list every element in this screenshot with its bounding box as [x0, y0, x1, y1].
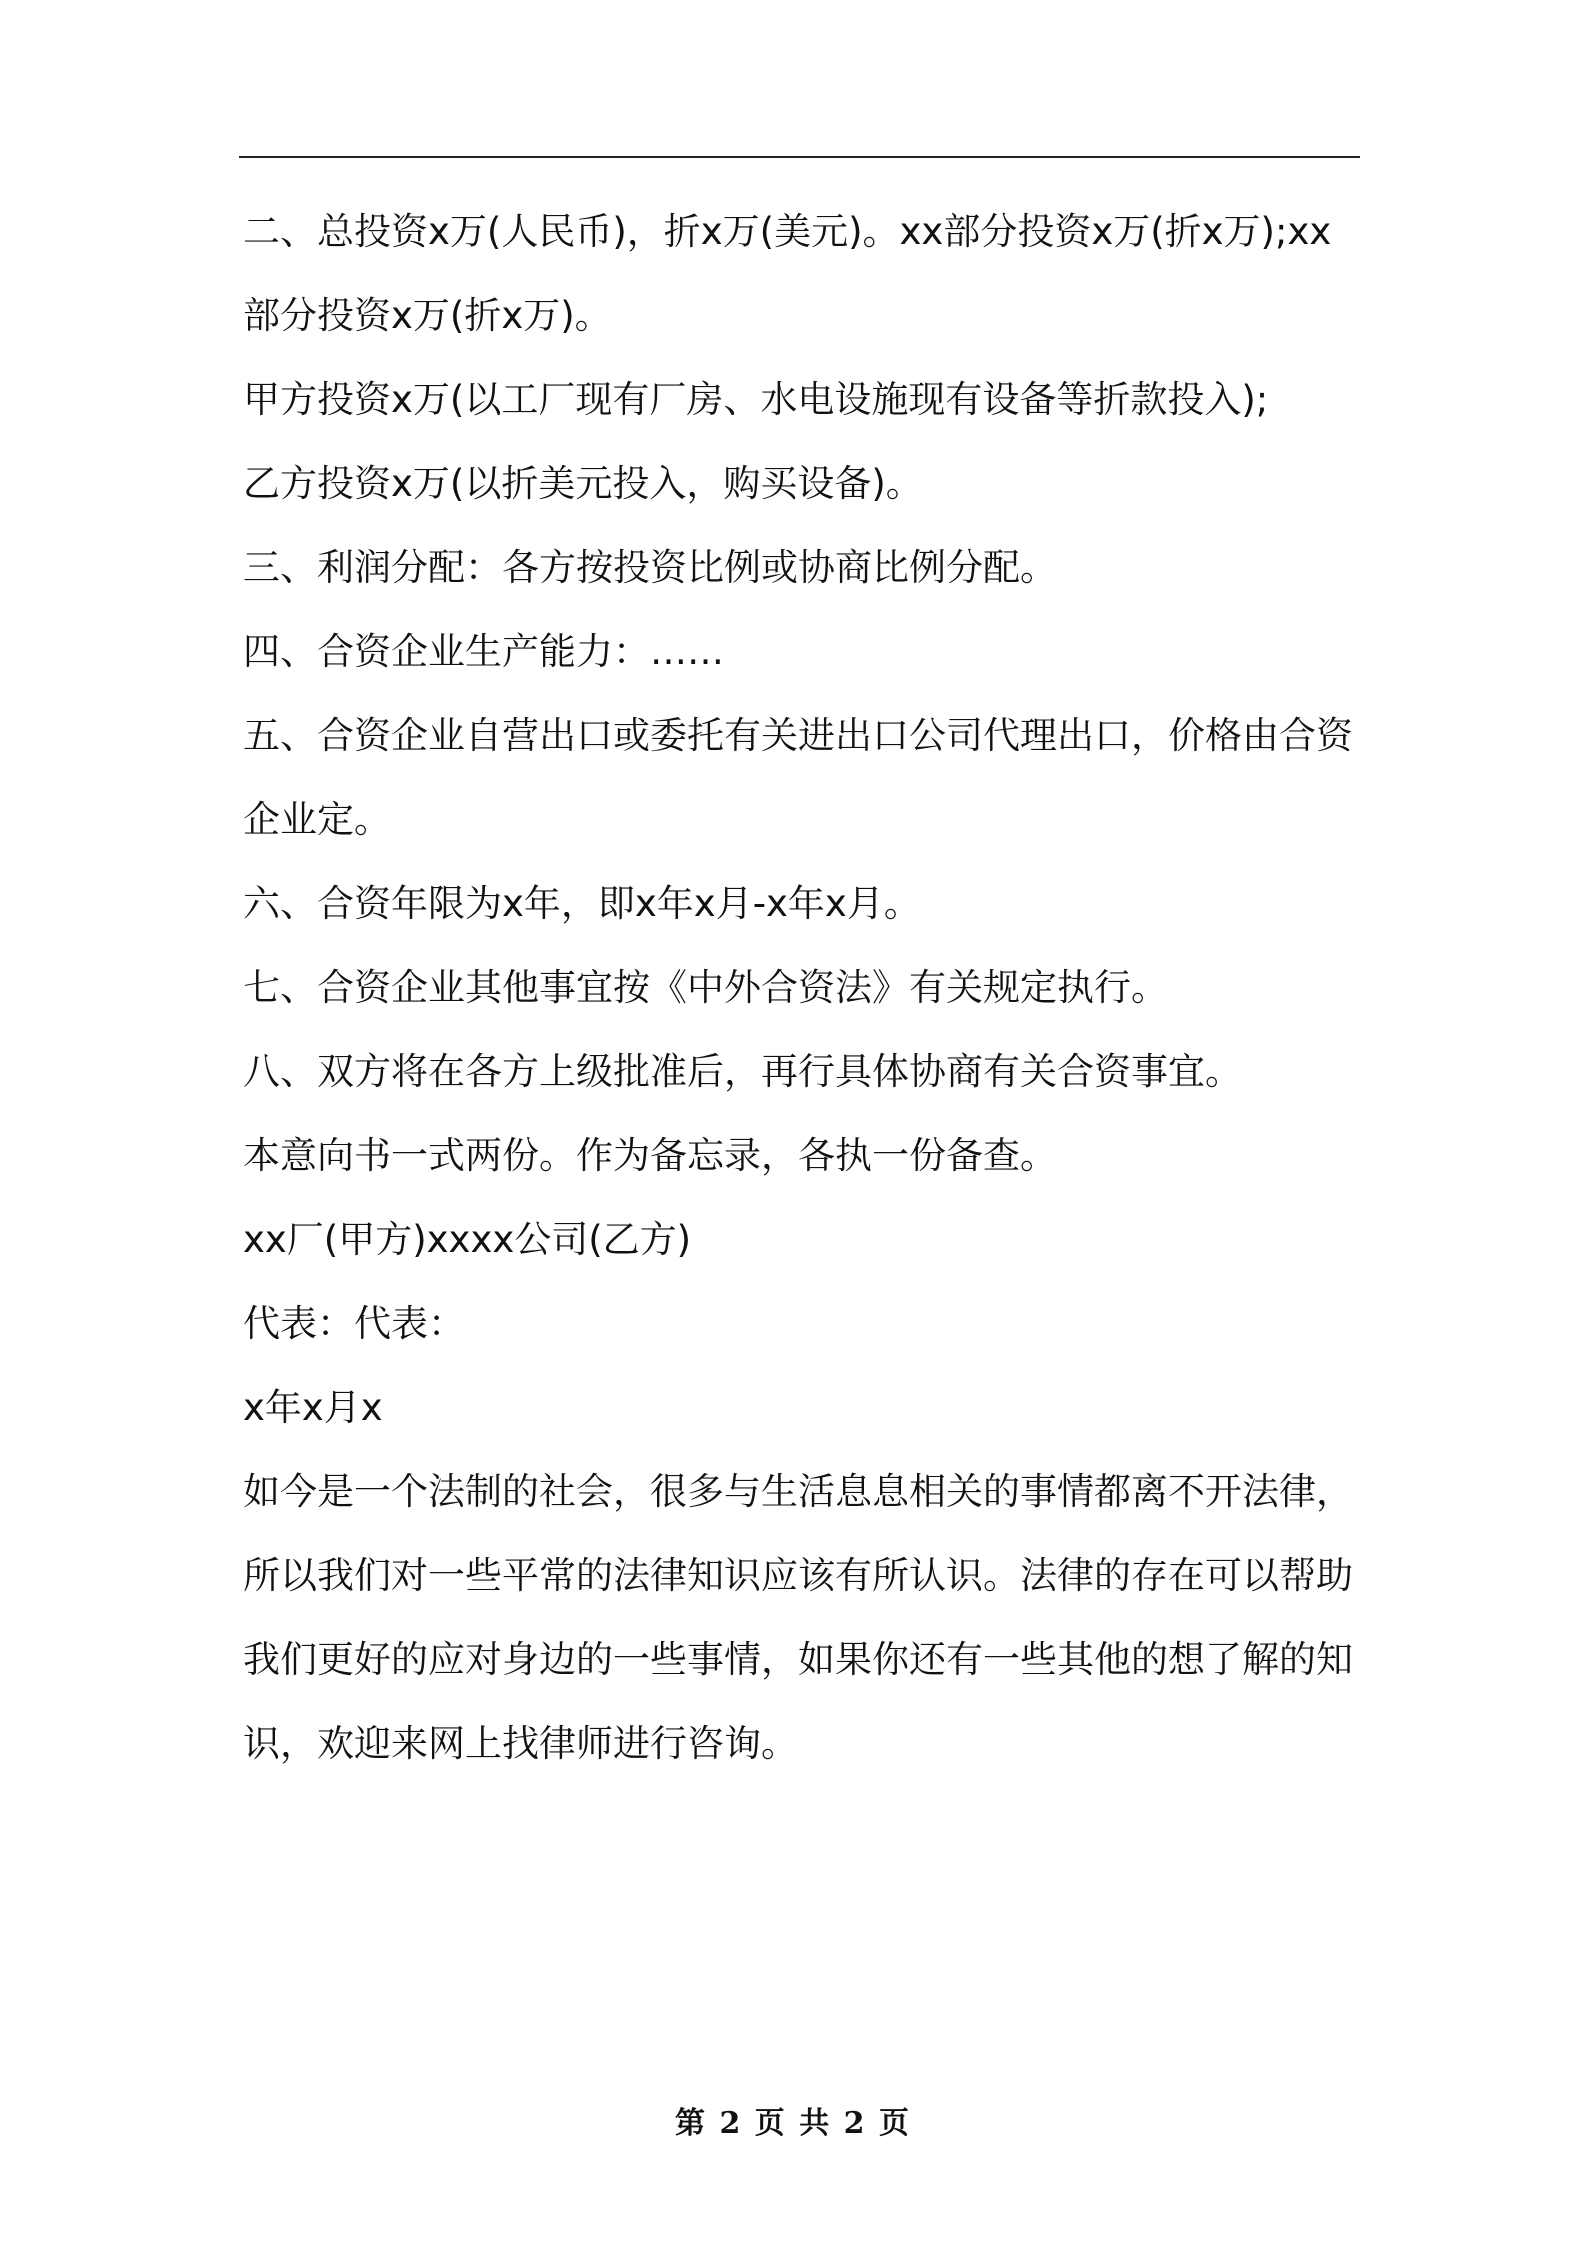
page-number-footer: 第 2 页 共 2 页: [675, 2106, 911, 2141]
paragraph-total-investment: 二、总投资x万(人民币)，折x万(美元)。xx部分投资x万(折x万);xx部分投资x万(折x万)。: [243, 210, 1332, 337]
paragraph-production-capacity: 四、合资企业生产能力：……: [243, 630, 724, 673]
paragraph-signatory-parties: xx厂(甲方)xxxx公司(乙方): [243, 1218, 692, 1261]
paragraph-copies: 本意向书一式两份。作为备忘录，各执一份备查。: [243, 1134, 1057, 1177]
paragraph-other-matters: 七、合资企业其他事宜按《中外合资法》有关规定执行。: [243, 966, 1168, 1009]
paragraph-closing-note: 如今是一个法制的社会，很多与生活息息相关的事情都离不开法律，所以我们对一些平常的法律知识应该有所认识。法律的存在可以帮助我们更好的应对身边的一些事情，如果你还有一些其他的想了解的知识，欢迎来网上找律师进行咨询。: [243, 1470, 1353, 1765]
paragraph-party-a-investment: 甲方投资x万(以工厂现有厂房、水电设施现有设备等折款投入);: [243, 378, 1269, 421]
paragraph-term: 六、合资年限为x年，即x年x月-x年x月。: [243, 882, 921, 925]
header-rule: [239, 156, 1360, 158]
paragraph-party-b-investment: 乙方投资x万(以折美元投入，购买设备)。: [243, 462, 923, 505]
paragraph-approval: 八、双方将在各方上级批准后，再行具体协商有关合资事宜。: [243, 1050, 1242, 1093]
paragraph-profit-distribution: 三、利润分配：各方按投资比例或协商比例分配。: [243, 546, 1057, 589]
paragraph-date: x年x月x: [243, 1386, 383, 1429]
document-body: [243, 190, 1358, 1786]
paragraph-representatives: 代表：代表：: [243, 1302, 465, 1345]
paragraph-export: 五、合资企业自营出口或委托有关进出口公司代理出口，价格由合资企业定。: [243, 714, 1353, 841]
